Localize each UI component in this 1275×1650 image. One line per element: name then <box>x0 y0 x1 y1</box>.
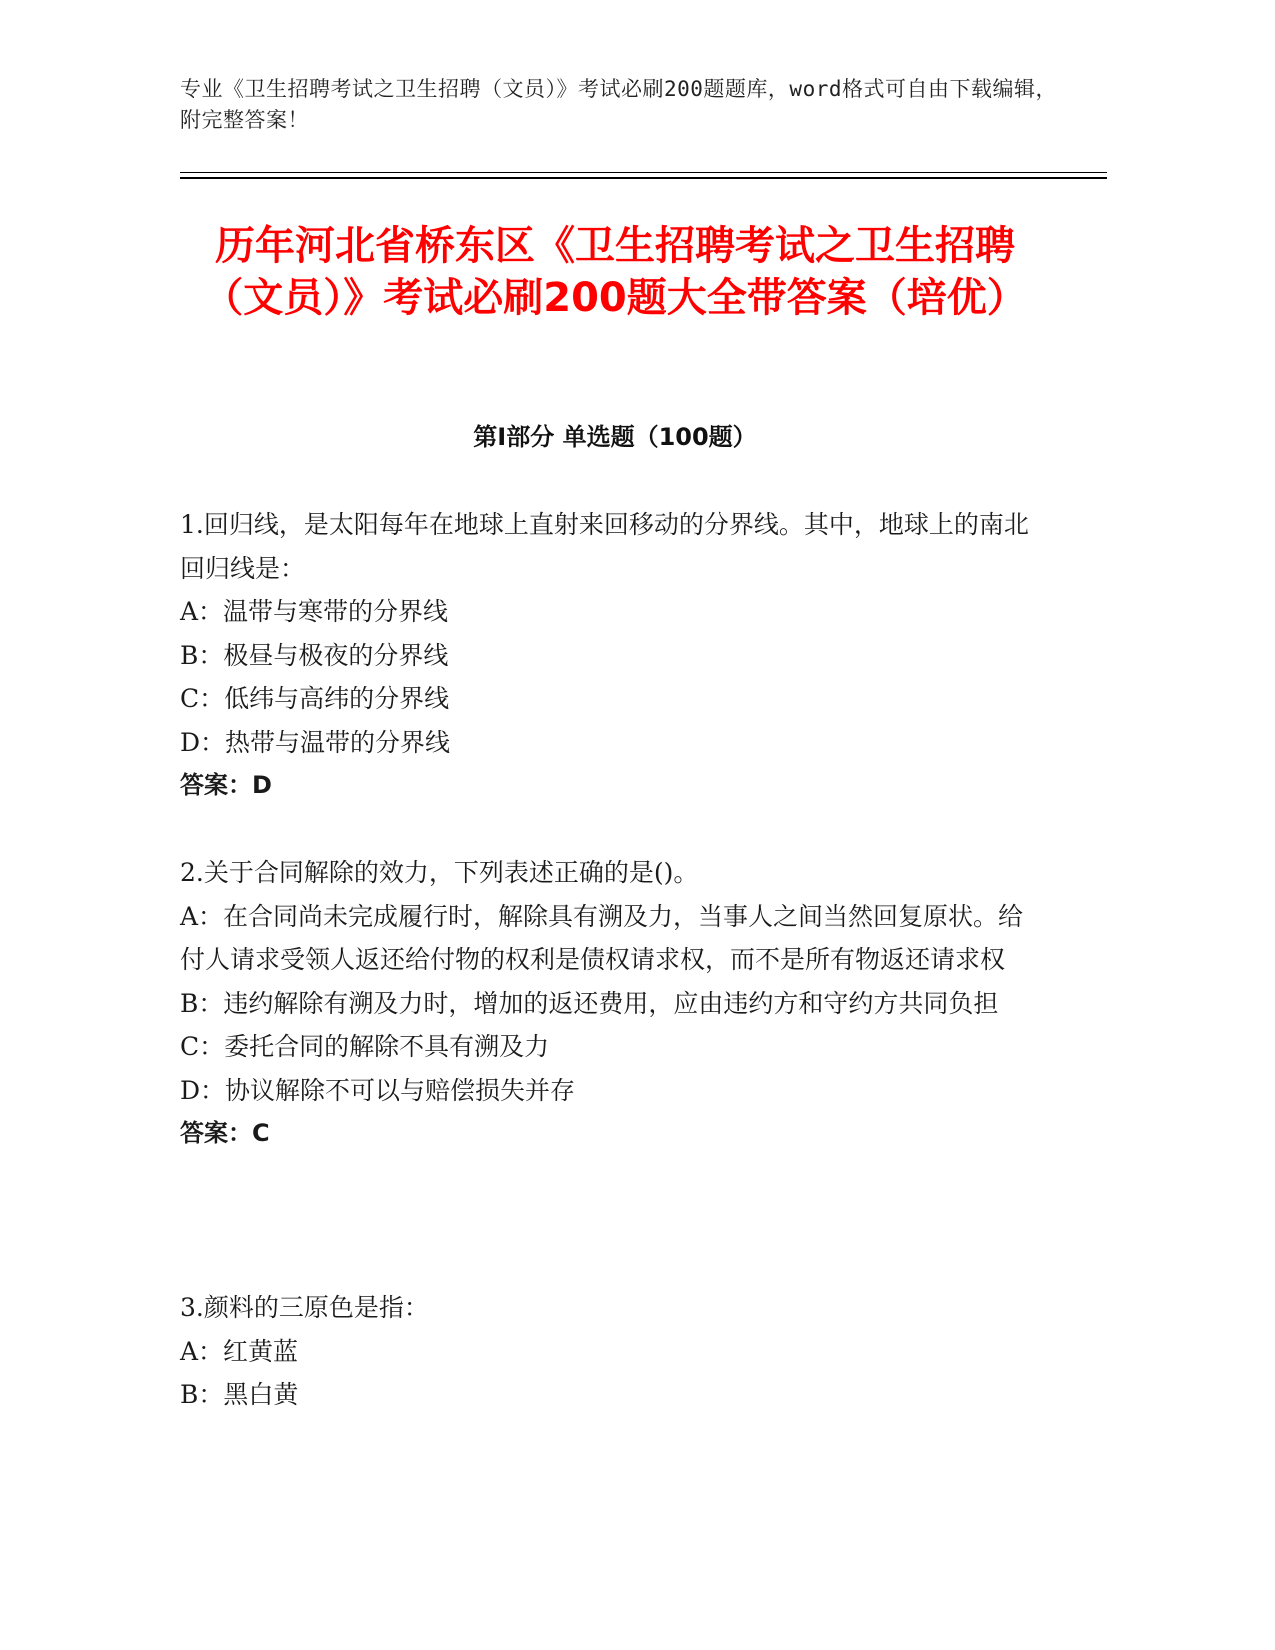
document-title: 历年河北省桥东区《卫生招聘考试之卫生招聘（文员）》考试必刷200题大全带答案（培优） <box>203 223 1027 321</box>
option-a: A：在合同尚未完成履行时，解除具有溯及力，当事人之间当然回复原状。给付人请求受领人返还给付物的权利是债权请求权，而不是所有物返还请求权 <box>180 901 1024 974</box>
question-stem: 2.关于合同解除的效力，下列表述正确的是()。 <box>180 858 699 887</box>
answer: 答案：D <box>180 771 272 799</box>
option-b: B：违约解除有溯及力时，增加的返还费用，应由违约方和守约方共同负担 <box>180 988 999 1018</box>
question-stem: 3.颜料的三原色是指： <box>180 1293 429 1322</box>
question-3 <box>180 1286 1040 1417</box>
section-title: 第Ⅰ部分 单选题（100题） <box>473 423 757 451</box>
question-1 <box>180 503 1040 808</box>
header-divider-thin <box>180 172 1107 173</box>
option-c: C：低纬与高纬的分界线 <box>180 684 450 713</box>
header-divider-thick <box>180 177 1107 179</box>
option-d: D：协议解除不可以与赔偿损失并存 <box>180 1075 576 1105</box>
question-stem: 1.回归线，是太阳每年在地球上直射来回移动的分界线。其中，地球上的南北回归线是： <box>180 510 1029 583</box>
option-a: A：温带与寒带的分界线 <box>180 597 449 626</box>
option-c: C：委托合同的解除不具有溯及力 <box>180 1032 550 1061</box>
option-b: B：黑白黄 <box>180 1380 299 1409</box>
option-d: D：热带与温带的分界线 <box>180 727 451 757</box>
option-b: B：极昼与极夜的分界线 <box>180 640 449 670</box>
option-a: A：红黄蓝 <box>180 1336 299 1366</box>
header-note: 专业《卫生招聘考试之卫生招聘（文员）》考试必刷200题题库，word格式可自由下载编辑，附完整答案！ <box>180 77 1057 132</box>
answer: 答案：C <box>180 1119 270 1147</box>
question-2 <box>180 851 1040 1156</box>
